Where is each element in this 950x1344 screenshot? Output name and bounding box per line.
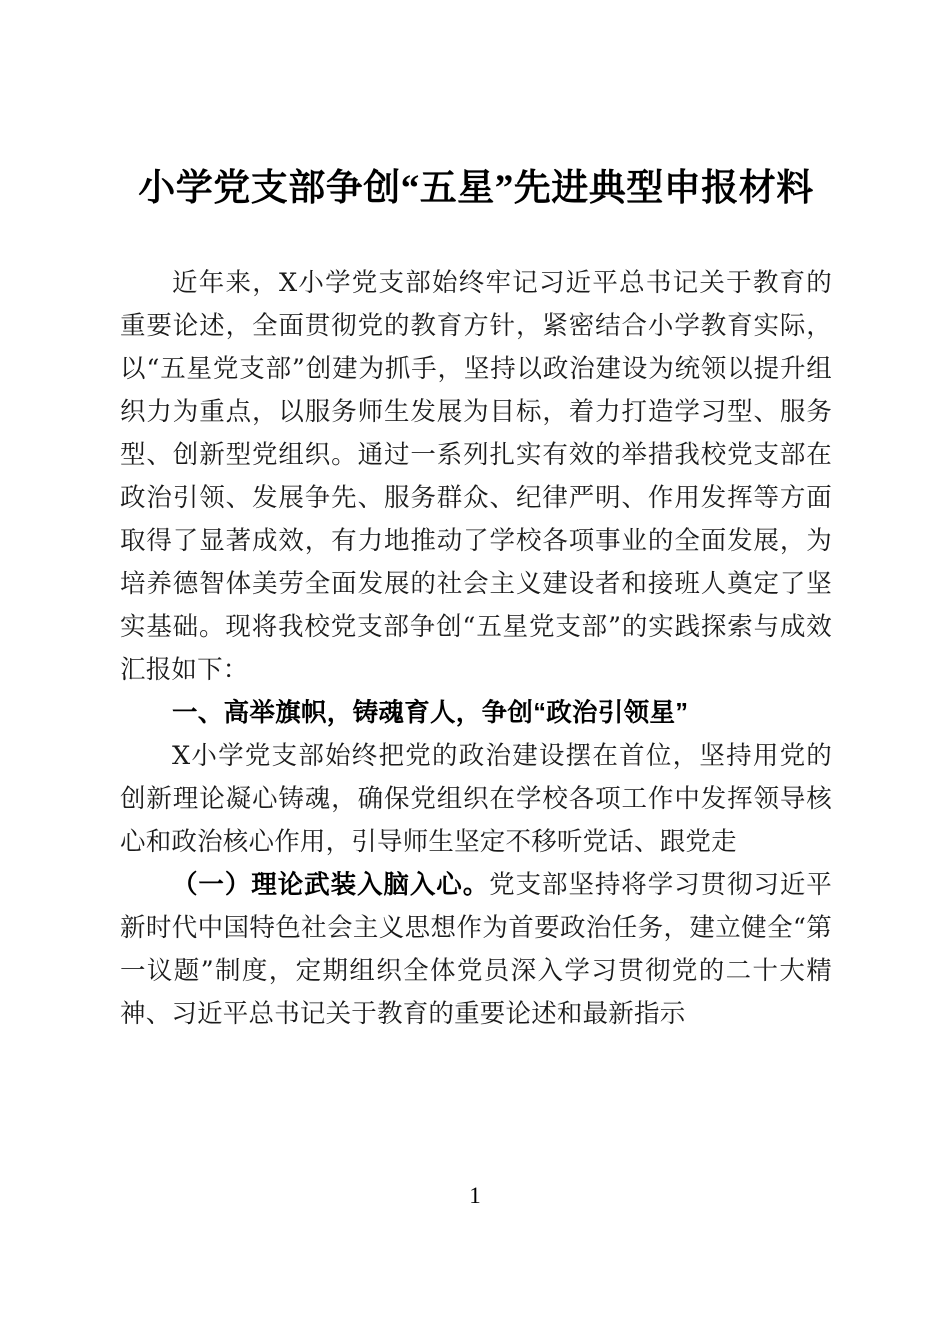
section-heading-one: 一、高举旗帜，铸魂育人，争创“政治引领星” <box>172 699 689 727</box>
paragraph-lead-in: （一）理论武装入脑入心。 <box>172 870 490 900</box>
paragraph-intro: 近年来，X小学党支部始终牢记习近平总书记关于教育的重要论述，全面贯彻党的教育方针，紧密结合小学教育实际，以“五星党支部”创建为抓手，坚持以政治建设为统领以提升组织力为重点，以服务师生发展为目标，着力打造学习型、服务型、创新型党组织。通过一系列扎实有效的举措我校党支部在政治引领、发展争先、服务群众、纪律严明、作用发挥等方面取得了显著成效，有力地推动了学校各项事业的全面发展，为培养德智体美劳全面发展的社会主义建设者和接班人奠定了坚实基础。现将我校党支部争创“五星党支部”的实践探索与成效汇报如下： <box>120 268 832 685</box>
document-body <box>120 0 832 1036</box>
paragraph-theory-armament <box>120 864 832 1036</box>
page-number: 1 <box>469 1183 481 1208</box>
paragraph-political-leadership: X小学党支部始终把党的政治建设摆在首位，坚持用党的创新理论凝心铸魂，确保党组织在学校各项工作中发挥领导核心和政治核心作用，引导师生坚定不移听党话、跟党走 <box>120 741 832 857</box>
paragraph-body-text: 党支部坚持将学习贯彻习近平新时代中国特色社会主义思想作为首要政治任务，建立健全“第一议题”制度，定期组织全体党员深入学习贯彻党的二十大精神、习近平总书记关于教育的重要论述和最新指示 <box>120 870 832 1029</box>
document-title: 小学党支部争创“五星”先进典型申报材料 <box>138 168 814 209</box>
